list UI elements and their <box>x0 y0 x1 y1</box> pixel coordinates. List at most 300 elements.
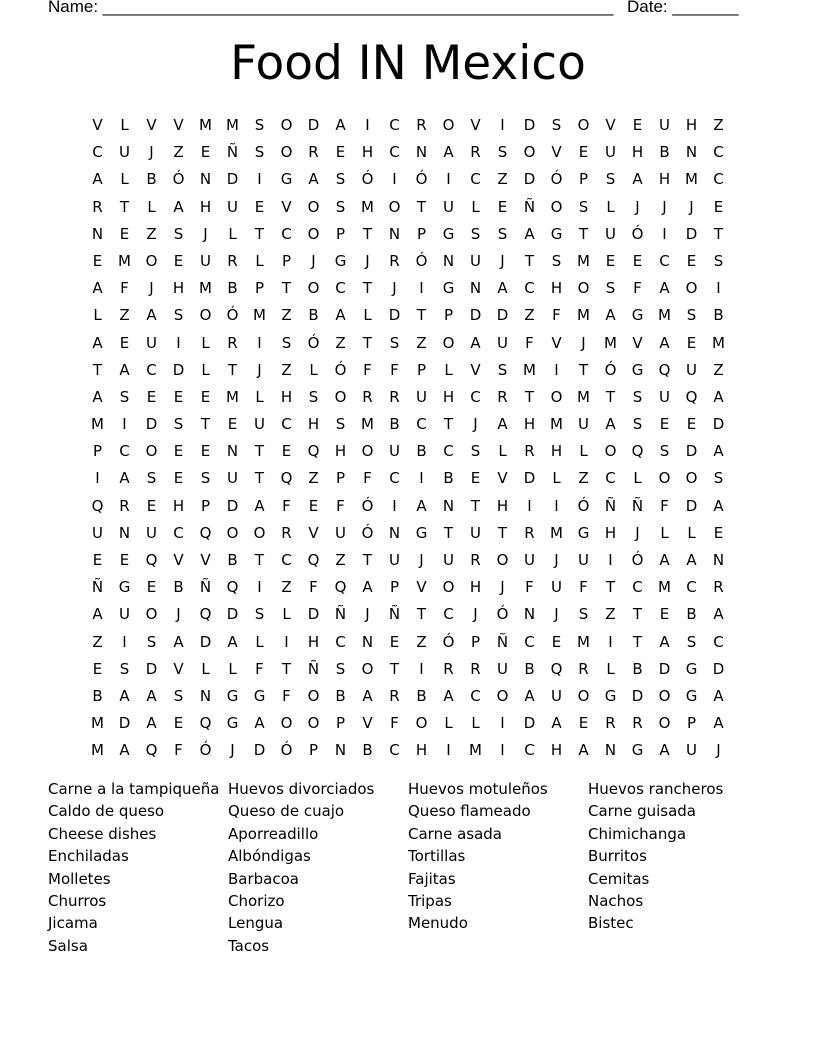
word-list-item: Lengua <box>228 914 284 933</box>
word-list-item: Fajitas <box>408 869 456 888</box>
grid-letter: F <box>174 741 183 760</box>
grid-letter: D <box>118 714 131 733</box>
grid-letter: E <box>632 251 643 270</box>
grid-letter: D <box>388 306 401 325</box>
grid-letter: C <box>281 551 292 569</box>
grid-letter: U <box>659 387 670 406</box>
grid-letter: J <box>473 415 478 434</box>
grid-letter: H <box>550 279 563 298</box>
word-list-item: Chimichanga <box>588 824 687 843</box>
grid-letter: F <box>255 659 264 678</box>
grid-letter: Q <box>550 659 563 678</box>
word-list-row <box>48 912 768 934</box>
grid-letter: S <box>389 333 400 352</box>
grid-letter: Z <box>146 224 157 243</box>
grid-letter: M <box>550 523 563 542</box>
grid-letter: S <box>713 251 724 270</box>
grid-letter: Z <box>281 306 292 325</box>
word-list-row <box>48 800 768 822</box>
grid-letter: I <box>257 578 262 597</box>
grid-letter: O <box>361 659 374 678</box>
grid-letter: D <box>685 496 698 515</box>
grid-row <box>84 629 732 656</box>
grid-letter: N <box>388 523 401 542</box>
grid-letter: D <box>307 605 320 624</box>
grid-letter: C <box>281 415 292 434</box>
grid-letter: C <box>524 279 535 298</box>
grid-letter: A <box>254 714 265 733</box>
grid-letter: I <box>257 333 262 352</box>
grid-letter: H <box>631 143 644 162</box>
grid-letter: Ó <box>226 306 239 325</box>
grid-letter: M <box>91 741 104 760</box>
grid-letter: J <box>554 605 559 624</box>
grid-letter: R <box>443 659 454 678</box>
grid-letter: Z <box>416 632 427 651</box>
grid-letter: P <box>416 360 427 379</box>
grid-letter: Z <box>713 360 724 379</box>
grid-letter: E <box>713 523 724 542</box>
grid-letter: S <box>686 632 697 651</box>
grid-letter: T <box>254 224 265 243</box>
grid-letter: S <box>119 387 130 406</box>
grid-letter: H <box>550 442 563 461</box>
grid-letter: U <box>146 523 157 542</box>
grid-letter: A <box>92 387 103 406</box>
grid-letter: O <box>685 469 698 488</box>
grid-letter: D <box>145 415 158 434</box>
grid-letter: P <box>389 578 400 597</box>
grid-letter: L <box>255 387 264 406</box>
grid-letter: E <box>659 415 670 434</box>
grid-letter: A <box>497 415 508 434</box>
grid-letter: Z <box>605 605 616 624</box>
grid-row <box>84 438 732 465</box>
grid-letter: L <box>93 306 102 325</box>
grid-letter: R <box>362 387 373 406</box>
word-list-item: Burritos <box>588 847 647 866</box>
grid-letter: V <box>173 551 184 569</box>
grid-letter: J <box>176 605 181 624</box>
grid-letter: O <box>550 197 563 216</box>
grid-letter: J <box>716 741 721 760</box>
grid-letter: H <box>307 632 320 651</box>
grid-letter: Z <box>524 306 535 325</box>
grid-letter: U <box>551 578 562 597</box>
grid-letter: H <box>307 415 320 434</box>
word-list-item: Carne guisada <box>588 802 696 821</box>
grid-letter: F <box>390 360 399 379</box>
grid-letter: N <box>523 605 536 624</box>
grid-row <box>84 737 732 764</box>
grid-letter: Ñ <box>388 605 401 624</box>
grid-letter: U <box>470 523 481 542</box>
grid-letter: U <box>497 333 508 352</box>
grid-letter: E <box>632 116 643 134</box>
grid-row <box>84 465 732 492</box>
grid-letter: M <box>361 197 374 216</box>
grid-letter: A <box>119 469 130 488</box>
grid-letter: R <box>470 551 481 569</box>
grid-letter: Q <box>145 551 158 569</box>
grid-letter: Q <box>199 605 212 624</box>
grid-letter: E <box>335 143 346 162</box>
grid-letter: C <box>443 605 454 624</box>
grid-row <box>84 547 732 574</box>
grid-letter: S <box>254 143 265 162</box>
grid-letter: Z <box>713 116 724 134</box>
grid-letter: Ó <box>280 741 293 760</box>
grid-letter: Z <box>497 170 508 189</box>
grid-letter: Z <box>578 469 589 488</box>
grid-row <box>84 601 732 628</box>
grid-letter: G <box>415 523 428 542</box>
grid-letter: Q <box>334 578 347 597</box>
grid-letter: J <box>230 741 235 760</box>
grid-letter: B <box>308 306 319 325</box>
grid-letter: U <box>578 551 589 569</box>
grid-letter: P <box>281 251 292 270</box>
grid-letter: S <box>281 333 292 352</box>
grid-letter: Ñ <box>307 659 320 678</box>
grid-letter: C <box>524 632 535 651</box>
grid-letter: R <box>578 659 589 678</box>
grid-letter: T <box>416 605 427 624</box>
grid-letter: R <box>713 578 724 597</box>
grid-letter: E <box>659 605 670 624</box>
grid-letter: I <box>554 360 559 379</box>
grid-letter: L <box>579 442 588 461</box>
grid-letter: A <box>92 333 103 352</box>
grid-letter: Ó <box>631 551 644 569</box>
grid-letter: D <box>469 306 482 325</box>
grid-letter: L <box>471 197 480 216</box>
grid-letter: L <box>255 632 264 651</box>
grid-letter: Ó <box>415 251 428 270</box>
word-list-item: Molletes <box>48 869 111 888</box>
grid-letter: B <box>146 170 157 189</box>
grid-letter: A <box>335 306 346 325</box>
grid-letter: T <box>362 279 373 298</box>
grid-letter: C <box>632 578 643 597</box>
grid-letter: L <box>255 251 264 270</box>
grid-letter: T <box>119 197 130 216</box>
grid-letter: V <box>551 143 562 162</box>
word-list-row <box>48 778 768 800</box>
grid-letter: E <box>578 143 589 162</box>
grid-letter: Ó <box>415 170 428 189</box>
grid-letter: D <box>253 741 266 760</box>
letter-grid <box>84 112 732 765</box>
grid-letter: U <box>470 251 481 270</box>
grid-letter: R <box>227 333 238 352</box>
grid-letter: A <box>659 279 670 298</box>
grid-letter: J <box>365 251 370 270</box>
grid-letter: M <box>712 333 725 352</box>
grid-letter: L <box>201 659 210 678</box>
grid-letter: A <box>713 442 724 461</box>
word-list-item: Menudo <box>408 914 468 933</box>
grid-letter: A <box>119 741 130 760</box>
grid-letter: P <box>470 632 481 651</box>
word-list-item: Nachos <box>588 891 644 910</box>
grid-letter: R <box>632 714 643 733</box>
grid-letter: Q <box>226 578 239 597</box>
grid-letter: F <box>282 496 291 515</box>
grid-letter: U <box>416 387 427 406</box>
grid-letter: Z <box>119 306 130 325</box>
grid-letter: A <box>92 170 103 189</box>
grid-letter: I <box>176 333 181 352</box>
grid-letter: A <box>173 197 184 216</box>
grid-letter: B <box>416 686 427 705</box>
grid-row <box>84 520 732 547</box>
grid-letter: G <box>577 523 590 542</box>
word-list-row <box>48 890 768 912</box>
grid-letter: F <box>363 360 372 379</box>
grid-letter: I <box>122 632 127 651</box>
grid-letter: M <box>604 333 617 352</box>
grid-letter: M <box>550 415 563 434</box>
grid-letter: L <box>471 714 480 733</box>
grid-letter: O <box>334 387 347 406</box>
grid-letter: A <box>605 306 616 325</box>
grid-letter: D <box>712 659 725 678</box>
grid-letter: A <box>92 279 103 298</box>
grid-letter: A <box>605 415 616 434</box>
grid-letter: H <box>442 387 455 406</box>
grid-letter: T <box>362 333 373 352</box>
word-list-item: Albóndigas <box>228 847 311 866</box>
word-list-item: Carne a la tampiqueña <box>48 780 220 798</box>
grid-letter: I <box>95 469 100 488</box>
grid-letter: L <box>552 469 561 488</box>
grid-letter: S <box>578 197 589 216</box>
grid-letter: B <box>335 686 346 705</box>
grid-letter: U <box>443 197 454 216</box>
word-list-row <box>48 935 768 957</box>
grid-letter: T <box>443 523 454 542</box>
grid-letter: C <box>173 523 184 542</box>
grid-letter: J <box>635 523 640 542</box>
grid-letter: H <box>469 578 482 597</box>
grid-letter: T <box>92 360 103 379</box>
grid-letter: F <box>363 469 372 488</box>
grid-letter: V <box>362 714 373 733</box>
grid-letter: R <box>470 143 481 162</box>
grid-letter: U <box>497 659 508 678</box>
grid-row <box>84 194 732 221</box>
grid-letter: P <box>335 714 346 733</box>
grid-letter: U <box>443 551 454 569</box>
grid-letter: E <box>281 442 292 461</box>
grid-letter: T <box>281 659 292 678</box>
grid-letter: M <box>658 306 671 325</box>
grid-letter: N <box>199 686 212 705</box>
grid-letter: Ó <box>361 170 374 189</box>
grid-letter: Ñ <box>199 578 212 597</box>
grid-letter: O <box>496 686 509 705</box>
grid-letter: B <box>416 442 427 461</box>
grid-letter: E <box>578 714 589 733</box>
grid-letter: F <box>282 686 291 705</box>
grid-letter: S <box>335 170 346 189</box>
grid-letter: C <box>389 143 400 162</box>
grid-letter: E <box>200 143 211 162</box>
grid-letter: E <box>92 659 103 678</box>
grid-letter: Ó <box>199 741 212 760</box>
grid-letter: M <box>577 632 590 651</box>
grid-letter: A <box>119 360 130 379</box>
grid-letter: Ó <box>334 360 347 379</box>
grid-letter: A <box>713 496 724 515</box>
grid-letter: E <box>173 442 184 461</box>
grid-letter: U <box>578 415 589 434</box>
grid-letter: I <box>446 741 451 760</box>
grid-letter: C <box>470 387 481 406</box>
grid-letter: Q <box>685 387 698 406</box>
grid-letter: N <box>469 279 482 298</box>
grid-letter: O <box>577 279 590 298</box>
grid-letter: S <box>254 605 265 624</box>
grid-letter: R <box>227 251 238 270</box>
grid-letter: A <box>524 224 535 243</box>
grid-letter: O <box>658 469 671 488</box>
grid-letter: A <box>227 632 238 651</box>
grid-letter: D <box>523 714 536 733</box>
grid-letter: I <box>608 632 613 651</box>
grid-letter: O <box>280 714 293 733</box>
grid-letter: E <box>146 496 157 515</box>
grid-letter: F <box>552 306 561 325</box>
grid-letter: A <box>173 632 184 651</box>
grid-letter: G <box>226 686 239 705</box>
grid-letter: T <box>362 224 373 243</box>
grid-letter: Z <box>335 333 346 352</box>
grid-letter: D <box>172 360 185 379</box>
grid-letter: I <box>284 632 289 651</box>
grid-letter: L <box>120 116 129 134</box>
grid-letter: A <box>443 686 454 705</box>
grid-letter: O <box>199 306 212 325</box>
grid-letter: L <box>444 714 453 733</box>
grid-letter: L <box>606 197 615 216</box>
grid-letter: A <box>362 686 373 705</box>
grid-letter: A <box>524 686 535 705</box>
grid-letter: Q <box>658 360 671 379</box>
grid-letter: S <box>335 415 346 434</box>
grid-letter: O <box>658 714 671 733</box>
grid-letter: I <box>122 415 127 434</box>
grid-letter: U <box>524 551 535 569</box>
grid-letter: A <box>146 686 157 705</box>
grid-letter: L <box>606 659 615 678</box>
grid-letter: C <box>470 686 481 705</box>
grid-letter: T <box>605 578 616 597</box>
grid-letter: A <box>632 170 643 189</box>
grid-letter: H <box>658 170 671 189</box>
grid-letter: L <box>228 224 237 243</box>
grid-letter: O <box>442 333 455 352</box>
grid-letter: M <box>118 251 131 270</box>
grid-row <box>84 139 732 166</box>
grid-letter: U <box>605 224 616 243</box>
grid-letter: V <box>92 116 103 134</box>
grid-letter: R <box>497 387 508 406</box>
word-list-item: Salsa <box>48 936 88 955</box>
grid-letter: H <box>172 279 185 298</box>
grid-letter: E <box>119 551 130 569</box>
grid-letter: B <box>389 415 400 434</box>
grid-letter: O <box>388 197 401 216</box>
grid-letter: G <box>685 686 698 705</box>
grid-letter: C <box>605 469 616 488</box>
word-list-row <box>48 823 768 845</box>
grid-letter: O <box>361 442 374 461</box>
grid-letter: M <box>469 741 482 760</box>
grid-letter: L <box>498 442 507 461</box>
grid-letter: S <box>551 116 562 134</box>
grid-letter: V <box>173 116 184 134</box>
grid-letter: T <box>254 551 265 569</box>
grid-letter: A <box>146 306 157 325</box>
word-list-item: Enchiladas <box>48 847 129 866</box>
grid-letter: B <box>524 659 535 678</box>
word-list-item: Tacos <box>228 936 270 955</box>
grid-letter: O <box>307 686 320 705</box>
grid-row <box>84 384 732 411</box>
grid-letter: H <box>523 415 536 434</box>
grid-letter: S <box>200 469 211 488</box>
grid-letter: O <box>307 224 320 243</box>
grid-letter: E <box>173 469 184 488</box>
grid-letter: U <box>389 551 400 569</box>
grid-letter: T <box>416 197 427 216</box>
grid-letter: Ó <box>496 605 509 624</box>
grid-letter: B <box>659 143 670 162</box>
grid-letter: M <box>577 306 590 325</box>
word-list-item: Caldo de queso <box>48 802 165 821</box>
grid-letter: O <box>145 605 158 624</box>
grid-letter: G <box>253 686 266 705</box>
grid-row <box>84 656 732 683</box>
grid-letter: N <box>685 143 698 162</box>
grid-letter: Ñ <box>496 632 509 651</box>
grid-letter: O <box>496 551 509 569</box>
grid-letter: O <box>253 523 266 542</box>
grid-letter: J <box>392 279 397 298</box>
grid-letter: S <box>173 415 184 434</box>
grid-letter: A <box>416 496 427 515</box>
grid-letter: J <box>149 143 154 162</box>
grid-letter: N <box>118 523 131 542</box>
grid-letter: Ñ <box>631 496 644 515</box>
grid-letter: S <box>713 469 724 488</box>
grid-letter: Ó <box>172 170 185 189</box>
grid-letter: I <box>500 741 505 760</box>
grid-letter: R <box>389 387 400 406</box>
grid-letter: H <box>334 442 347 461</box>
grid-letter: N <box>712 551 725 569</box>
grid-letter: V <box>281 197 292 216</box>
grid-letter: D <box>631 686 644 705</box>
grid-letter: A <box>578 741 589 760</box>
grid-letter: J <box>500 578 505 597</box>
grid-letter: P <box>443 306 454 325</box>
date-field-label: Date: _______ <box>627 0 739 16</box>
word-list-item: Churros <box>48 891 107 910</box>
grid-letter: C <box>335 632 346 651</box>
